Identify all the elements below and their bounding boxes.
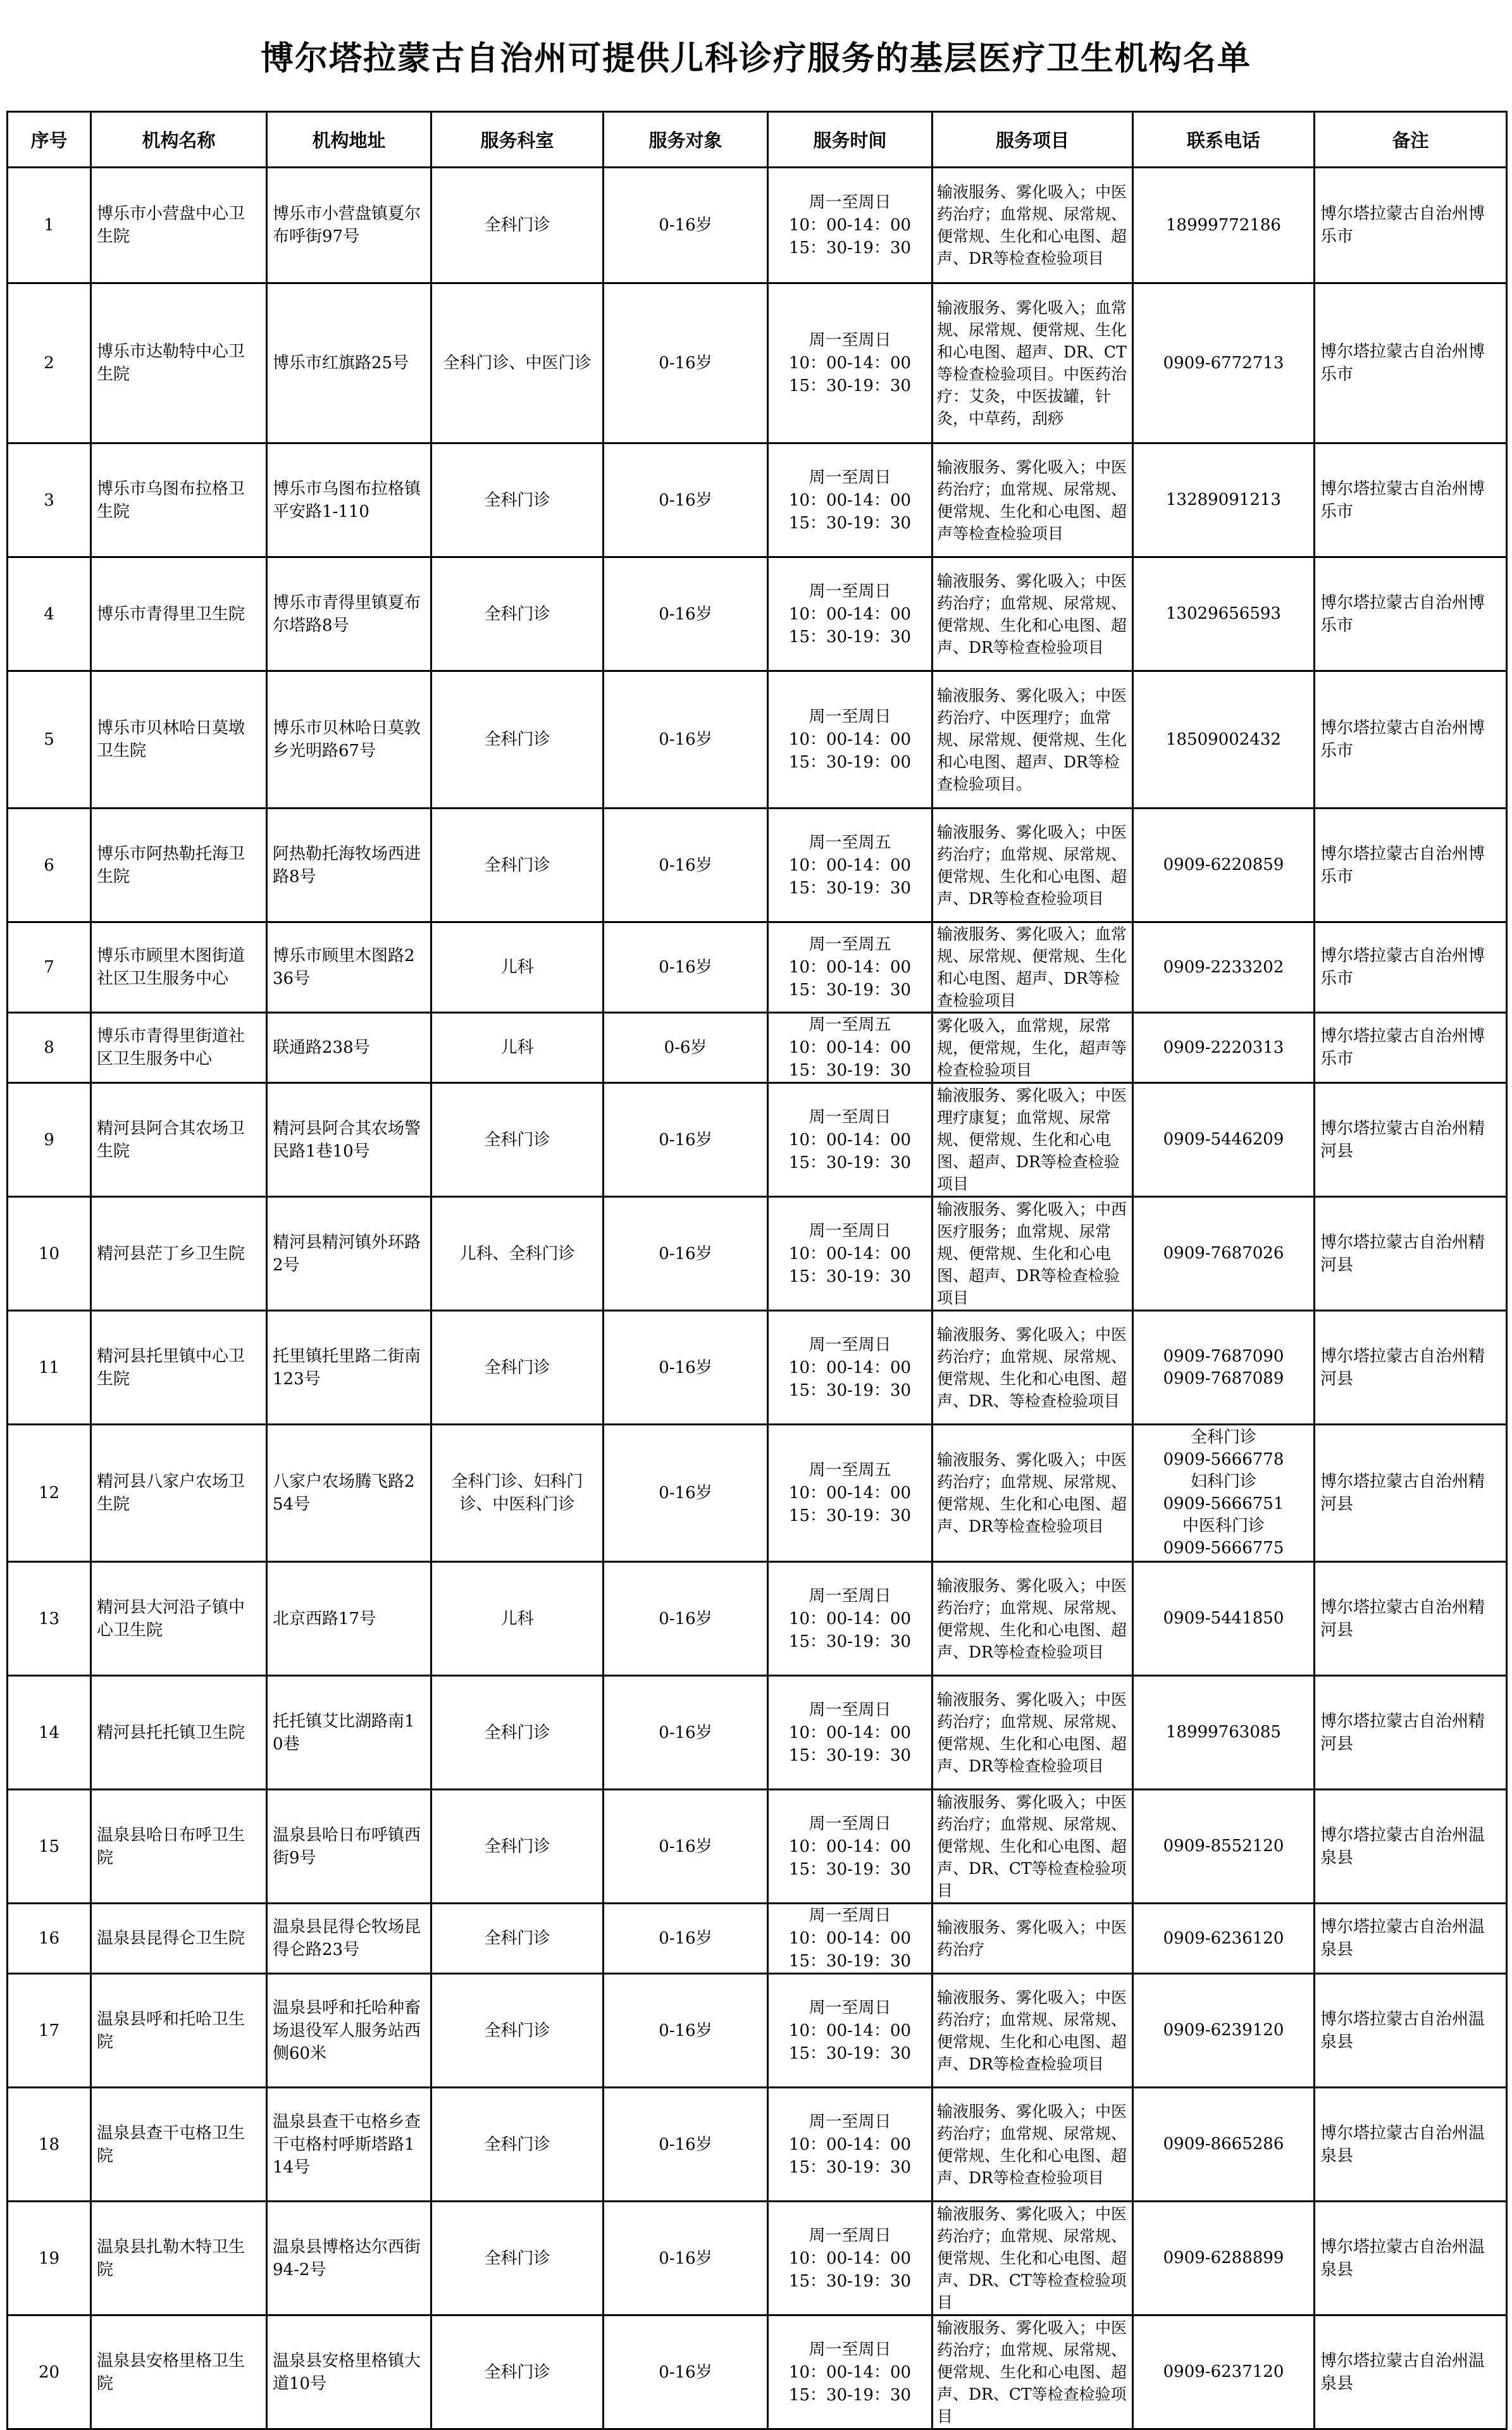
institution-name: 温泉县哈日布呼卫生院 xyxy=(91,1790,267,1904)
table-row xyxy=(8,1425,1507,1562)
contact-phone: 全科门诊 0909-5666778 妇科门诊 0909-5666751 中医科门诊 0909-5666775 xyxy=(1133,1425,1315,1562)
table-row xyxy=(8,2088,1507,2202)
institution-name: 博乐市贝林哈日莫墩卫生院 xyxy=(91,671,267,809)
service-items: 输液服务、雾化吸入；中医药治疗；血常规、尿常规、便常规、生化和心电图、超声、DR等检查检验项目 xyxy=(933,1676,1133,1790)
contact-phone: 0909-8665286 xyxy=(1133,2088,1315,2202)
service-hours: 周一至周日 10：00-14：00 15：30-19：30 xyxy=(768,2202,933,2315)
service-items: 输液服务、雾化吸入；中医药治疗；血常规、尿常规、便常规、生化和心电图、超声、DR等检查检验项目 xyxy=(933,2088,1133,2202)
service-department: 儿科 xyxy=(431,922,604,1013)
service-department: 全科门诊 xyxy=(431,1311,604,1425)
row-number: 13 xyxy=(8,1562,91,1676)
service-hours: 周一至周日 10：00-14：00 15：30-19：00 xyxy=(768,671,933,809)
service-target: 0-16岁 xyxy=(604,1311,768,1425)
service-hours: 周一至周日 10：00-14：00 15：30-19：30 xyxy=(768,1197,933,1311)
service-target: 0-16岁 xyxy=(604,1790,768,1904)
row-number: 12 xyxy=(8,1425,91,1562)
row-number: 10 xyxy=(8,1197,91,1311)
row-number: 11 xyxy=(8,1311,91,1425)
table-row xyxy=(8,1197,1507,1311)
remark: 博尔塔拉蒙古自治州博乐市 xyxy=(1315,1013,1507,1083)
row-number: 20 xyxy=(8,2315,91,2429)
service-department: 儿科 xyxy=(431,1562,604,1676)
table-row xyxy=(8,168,1507,283)
service-hours: 周一至周日 10：00-14：00 15：30-19：30 xyxy=(768,168,933,283)
institution-address: 温泉县博格达尔西街94-2号 xyxy=(267,2202,431,2315)
service-target: 0-16岁 xyxy=(604,2202,768,2315)
service-items: 输液服务、雾化吸入；中医药治疗；血常规、尿常规、便常规、生化和心电图、超声、DR等检查检验项目 xyxy=(933,1425,1133,1562)
row-number: 18 xyxy=(8,2088,91,2202)
institution-address: 精河县阿合其农场警民路1巷10号 xyxy=(267,1083,431,1197)
contact-phone: 0909-7687090 0909-7687089 xyxy=(1133,1311,1315,1425)
contact-phone: 0909-6220859 xyxy=(1133,809,1315,922)
service-items: 输液服务、雾化吸入；中医药治疗 xyxy=(933,1904,1133,1974)
row-number: 7 xyxy=(8,922,91,1013)
service-target: 0-16岁 xyxy=(604,1197,768,1311)
service-items: 输液服务、雾化吸入；中医药治疗、中医理疗；血常规、尿常规、便常规、生化和心电图、超声、DR等检查检验项目。 xyxy=(933,671,1133,809)
service-items: 输液服务、雾化吸入；中医药治疗；血常规、尿常规、便常规、生化和心电图、超声、DR、CT等检查检验项目 xyxy=(933,1790,1133,1904)
service-target: 0-16岁 xyxy=(604,283,768,443)
remark: 博尔塔拉蒙古自治州温泉县 xyxy=(1315,2088,1507,2202)
service-hours: 周一至周五 10：00-14：00 15：30-19：30 xyxy=(768,922,933,1013)
institution-address: 托里镇托里路二街南123号 xyxy=(267,1311,431,1425)
contact-phone: 0909-2220313 xyxy=(1133,1013,1315,1083)
service-department: 全科门诊 xyxy=(431,557,604,671)
remark: 博尔塔拉蒙古自治州温泉县 xyxy=(1315,1904,1507,1974)
remark: 博尔塔拉蒙古自治州温泉县 xyxy=(1315,1790,1507,1904)
contact-phone: 0909-6239120 xyxy=(1133,1974,1315,2088)
institution-name: 温泉县安格里格卫生院 xyxy=(91,2315,267,2429)
institution-name: 博乐市小营盘中心卫生院 xyxy=(91,168,267,283)
service-department: 全科门诊 xyxy=(431,1676,604,1790)
service-department: 全科门诊、妇科门诊、中医科门诊 xyxy=(431,1425,604,1562)
institution-name: 精河县托托镇卫生院 xyxy=(91,1676,267,1790)
service-hours: 周一至周日 10：00-14：00 15：30-19：30 xyxy=(768,2088,933,2202)
institution-name: 博乐市达勒特中心卫生院 xyxy=(91,283,267,443)
service-department: 全科门诊 xyxy=(431,443,604,557)
table-row xyxy=(8,1676,1507,1790)
row-number: 1 xyxy=(8,168,91,283)
institution-name: 博乐市乌图布拉格卫生院 xyxy=(91,443,267,557)
service-hours: 周一至周日 10：00-14：00 15：30-19：30 xyxy=(768,1790,933,1904)
table-row xyxy=(8,1013,1507,1083)
institution-address: 托托镇艾比湖路南10巷 xyxy=(267,1676,431,1790)
institution-address: 博乐市贝林哈日莫敦乡光明路67号 xyxy=(267,671,431,809)
header-cell: 机构地址 xyxy=(267,112,431,168)
service-target: 0-16岁 xyxy=(604,168,768,283)
service-department: 全科门诊 xyxy=(431,1083,604,1197)
service-hours: 周一至周日 10：00-14：00 15：30-19：30 xyxy=(768,1904,933,1974)
contact-phone: 0909-8552120 xyxy=(1133,1790,1315,1904)
service-items: 输液服务、雾化吸入；中西医疗服务；血常规、尿常规、便常规、生化和心电图、超声、DR等检查检验项目 xyxy=(933,1197,1133,1311)
institution-address: 博乐市顾里木图路236号 xyxy=(267,922,431,1013)
service-target: 0-16岁 xyxy=(604,809,768,922)
remark: 博尔塔拉蒙古自治州精河县 xyxy=(1315,1197,1507,1311)
institution-name: 精河县阿合其农场卫生院 xyxy=(91,1083,267,1197)
service-hours: 周一至周日 10：00-14：00 15：30-19：30 xyxy=(768,443,933,557)
service-hours: 周一至周日 10：00-14：00 15：30-19：30 xyxy=(768,557,933,671)
table-row xyxy=(8,809,1507,922)
row-number: 2 xyxy=(8,283,91,443)
contact-phone: 0909-5441850 xyxy=(1133,1562,1315,1676)
remark: 博尔塔拉蒙古自治州博乐市 xyxy=(1315,809,1507,922)
institution-address: 博乐市小营盘镇夏尔布呼街97号 xyxy=(267,168,431,283)
service-items: 输液服务、雾化吸入；中医药治疗；血常规、尿常规、便常规、生化和心电图、超声、DR、等检查检验项目 xyxy=(933,1311,1133,1425)
service-department: 全科门诊 xyxy=(431,1904,604,1974)
service-hours: 周一至周日 10：00-14：00 15：30-19：30 xyxy=(768,1311,933,1425)
contact-phone: 0909-7687026 xyxy=(1133,1197,1315,1311)
remark: 博尔塔拉蒙古自治州温泉县 xyxy=(1315,2315,1507,2429)
service-department: 全科门诊 xyxy=(431,809,604,922)
institution-address: 温泉县昆得仑牧场昆得仑路23号 xyxy=(267,1904,431,1974)
header-cell: 服务对象 xyxy=(604,112,768,168)
remark: 博尔塔拉蒙古自治州精河县 xyxy=(1315,1311,1507,1425)
service-target: 0-16岁 xyxy=(604,1425,768,1562)
service-department: 全科门诊 xyxy=(431,1790,604,1904)
row-number: 5 xyxy=(8,671,91,809)
service-items: 输液服务、雾化吸入；中医药治疗；血常规、尿常规、便常规、生化和心电图、超声等检查检验项目 xyxy=(933,443,1133,557)
institution-name: 精河县八家户农场卫生院 xyxy=(91,1425,267,1562)
institution-address: 温泉县安格里格镇大道10号 xyxy=(267,2315,431,2429)
contact-phone: 0909-5446209 xyxy=(1133,1083,1315,1197)
header-cell: 服务科室 xyxy=(431,112,604,168)
remark: 博尔塔拉蒙古自治州精河县 xyxy=(1315,1562,1507,1676)
service-items: 输液服务、雾化吸入；中医药治疗；血常规、尿常规、便常规、生化和心电图、超声、DR等检查检验项目 xyxy=(933,168,1133,283)
institution-address: 阿热勒托海牧场西进路8号 xyxy=(267,809,431,922)
table-row xyxy=(8,1562,1507,1676)
institution-name: 博乐市顾里木图街道社区卫生服务中心 xyxy=(91,922,267,1013)
row-number: 19 xyxy=(8,2202,91,2315)
service-target: 0-16岁 xyxy=(604,671,768,809)
header-cell: 服务时间 xyxy=(768,112,933,168)
table-row xyxy=(8,922,1507,1013)
row-number: 8 xyxy=(8,1013,91,1083)
service-hours: 周一至周日 10：00-14：00 15：30-19：30 xyxy=(768,1974,933,2088)
contact-phone: 0909-6288899 xyxy=(1133,2202,1315,2315)
service-items: 输液服务、雾化吸入；中医药治疗；血常规、尿常规、便常规、生化和心电图、超声、DR等检查检验项目 xyxy=(933,809,1133,922)
table-row xyxy=(8,557,1507,671)
contact-phone: 13029656593 xyxy=(1133,557,1315,671)
remark: 博尔塔拉蒙古自治州博乐市 xyxy=(1315,168,1507,283)
contact-phone: 18509002432 xyxy=(1133,671,1315,809)
service-hours: 周一至周日 10：00-14：00 15：30-19：30 xyxy=(768,1083,933,1197)
service-target: 0-16岁 xyxy=(604,557,768,671)
service-items: 输液服务、雾化吸入；中医药治疗；血常规、尿常规、便常规、生化和心电图、超声、DR、CT等检查检验项目 xyxy=(933,2315,1133,2429)
institution-address: 精河县精河镇外环路2号 xyxy=(267,1197,431,1311)
institution-name: 精河县茫丁乡卫生院 xyxy=(91,1197,267,1311)
service-target: 0-16岁 xyxy=(604,443,768,557)
row-number: 16 xyxy=(8,1904,91,1974)
institution-name: 温泉县呼和托哈卫生院 xyxy=(91,1974,267,2088)
table-row xyxy=(8,1311,1507,1425)
service-hours: 周一至周日 10：00-14：00 15：30-19：30 xyxy=(768,2315,933,2429)
contact-phone: 0909-6237120 xyxy=(1133,2315,1315,2429)
service-target: 0-16岁 xyxy=(604,2088,768,2202)
service-target: 0-16岁 xyxy=(604,1904,768,1974)
service-items: 输液服务、雾化吸入；中医药治疗；血常规、尿常规、便常规、生化和心电图、超声、DR、CT等检查检验项目 xyxy=(933,2202,1133,2315)
contact-phone: 0909-2233202 xyxy=(1133,922,1315,1013)
row-number: 15 xyxy=(8,1790,91,1904)
row-number: 9 xyxy=(8,1083,91,1197)
service-items: 输液服务、雾化吸入；中医药治疗；血常规、尿常规、便常规、生化和心电图、超声、DR等检查检验项目 xyxy=(933,557,1133,671)
service-department: 儿科、全科门诊 xyxy=(431,1197,604,1311)
institution-name: 温泉县查干屯格卫生院 xyxy=(91,2088,267,2202)
header-cell: 服务项目 xyxy=(933,112,1133,168)
table-row xyxy=(8,1974,1507,2088)
institution-name: 温泉县昆得仑卫生院 xyxy=(91,1904,267,1974)
contact-phone: 13289091213 xyxy=(1133,443,1315,557)
remark: 博尔塔拉蒙古自治州温泉县 xyxy=(1315,2202,1507,2315)
remark: 博尔塔拉蒙古自治州博乐市 xyxy=(1315,557,1507,671)
service-department: 全科门诊 xyxy=(431,1974,604,2088)
service-target: 0-6岁 xyxy=(604,1013,768,1083)
header-cell: 机构名称 xyxy=(91,112,267,168)
contact-phone: 18999763085 xyxy=(1133,1676,1315,1790)
institution-address: 温泉县查干屯格乡查干屯格村呼斯塔路114号 xyxy=(267,2088,431,2202)
remark: 博尔塔拉蒙古自治州博乐市 xyxy=(1315,283,1507,443)
service-department: 全科门诊 xyxy=(431,2088,604,2202)
service-department: 全科门诊 xyxy=(431,2315,604,2429)
service-target: 0-16岁 xyxy=(604,2315,768,2429)
institution-address: 温泉县哈日布呼镇西街9号 xyxy=(267,1790,431,1904)
row-number: 4 xyxy=(8,557,91,671)
institution-name: 博乐市阿热勒托海卫生院 xyxy=(91,809,267,922)
remark: 博尔塔拉蒙古自治州博乐市 xyxy=(1315,922,1507,1013)
remark: 博尔塔拉蒙古自治州精河县 xyxy=(1315,1083,1507,1197)
document-title: 博尔塔拉蒙古自治州可提供儿科诊疗服务的基层医疗卫生机构名单 xyxy=(260,40,1251,78)
institution-address: 博乐市乌图布拉格镇平安路1-110 xyxy=(267,443,431,557)
service-department: 全科门诊 xyxy=(431,168,604,283)
table-row xyxy=(8,2202,1507,2315)
service-target: 0-16岁 xyxy=(604,922,768,1013)
service-items: 输液服务、雾化吸入；中医药治疗；血常规、尿常规、便常规、生化和心电图、超声、DR等检查检验项目 xyxy=(933,1974,1133,2088)
remark: 博尔塔拉蒙古自治州温泉县 xyxy=(1315,1974,1507,2088)
contact-phone: 0909-6772713 xyxy=(1133,283,1315,443)
table-row xyxy=(8,1083,1507,1197)
remark: 博尔塔拉蒙古自治州精河县 xyxy=(1315,1425,1507,1562)
header-cell: 联系电话 xyxy=(1133,112,1315,168)
service-items: 输液服务、雾化吸入；中医药治疗；血常规、尿常规、便常规、生化和心电图、超声、DR等检查检验项目 xyxy=(933,1562,1133,1676)
service-hours: 周一至周五 10：00-14：00 15：30-19：30 xyxy=(768,1013,933,1083)
row-number: 14 xyxy=(8,1676,91,1790)
service-hours: 周一至周五 10：00-14：00 15：30-19：30 xyxy=(768,1425,933,1562)
service-hours: 周一至周五 10：00-14：00 15：30-19：30 xyxy=(768,809,933,922)
service-target: 0-16岁 xyxy=(604,1083,768,1197)
service-hours: 周一至周日 10：00-14：00 15：30-19：30 xyxy=(768,283,933,443)
table-row xyxy=(8,671,1507,809)
remark: 博尔塔拉蒙古自治州精河县 xyxy=(1315,1676,1507,1790)
service-items: 输液服务、雾化吸入；血常规、尿常规、便常规、生化和心电图、超声、DR等检查检验项目 xyxy=(933,922,1133,1013)
contact-phone: 0909-6236120 xyxy=(1133,1904,1315,1974)
institution-address: 博乐市青得里镇夏布尔塔路8号 xyxy=(267,557,431,671)
service-department: 全科门诊、中医门诊 xyxy=(431,283,604,443)
row-number: 3 xyxy=(8,443,91,557)
service-hours: 周一至周日 10：00-14：00 15：30-19：30 xyxy=(768,1562,933,1676)
table-row xyxy=(8,1790,1507,1904)
row-number: 6 xyxy=(8,809,91,922)
service-target: 0-16岁 xyxy=(604,1974,768,2088)
service-hours: 周一至周日 10：00-14：00 15：30-19：30 xyxy=(768,1676,933,1790)
institution-table xyxy=(6,111,1508,2430)
header-cell: 备注 xyxy=(1315,112,1507,168)
service-items: 雾化吸入，血常规，尿常规，便常规，生化，超声等检查检验项目 xyxy=(933,1013,1133,1083)
header-cell: 序号 xyxy=(8,112,91,168)
table-row xyxy=(8,2315,1507,2429)
service-department: 儿科 xyxy=(431,1013,604,1083)
institution-address: 北京西路17号 xyxy=(267,1562,431,1676)
institution-name: 精河县托里镇中心卫生院 xyxy=(91,1311,267,1425)
table-row xyxy=(8,283,1507,443)
service-department: 全科门诊 xyxy=(431,671,604,809)
service-department: 全科门诊 xyxy=(431,2202,604,2315)
institution-name: 博乐市青得里卫生院 xyxy=(91,557,267,671)
service-items: 输液服务、雾化吸入；中医理疗康复；血常规、尿常规、便常规、生化和心电图、超声、DR等检查检验项目 xyxy=(933,1083,1133,1197)
contact-phone: 18999772186 xyxy=(1133,168,1315,283)
table-header-row xyxy=(8,112,1507,168)
institution-name: 温泉县扎勒木特卫生院 xyxy=(91,2202,267,2315)
institution-address: 博乐市红旗路25号 xyxy=(267,283,431,443)
table-row xyxy=(8,443,1507,557)
institution-name: 精河县大河沿子镇中心卫生院 xyxy=(91,1562,267,1676)
service-items: 输液服务、雾化吸入；血常规、尿常规、便常规、生化和心电图、超声、DR、CT等检查检验项目。中医药治疗：艾灸，中医拔罐，针灸，中草药，刮痧 xyxy=(933,283,1133,443)
row-number: 17 xyxy=(8,1974,91,2088)
institution-address: 八家户农场腾飞路254号 xyxy=(267,1425,431,1562)
institution-name: 博乐市青得里街道社区卫生服务中心 xyxy=(91,1013,267,1083)
institution-address: 联通路238号 xyxy=(267,1013,431,1083)
remark: 博尔塔拉蒙古自治州博乐市 xyxy=(1315,671,1507,809)
institution-address: 温泉县呼和托哈种畜场退役军人服务站西侧60米 xyxy=(267,1974,431,2088)
service-target: 0-16岁 xyxy=(604,1562,768,1676)
table-row xyxy=(8,1904,1507,1974)
remark: 博尔塔拉蒙古自治州博乐市 xyxy=(1315,443,1507,557)
service-target: 0-16岁 xyxy=(604,1676,768,1790)
